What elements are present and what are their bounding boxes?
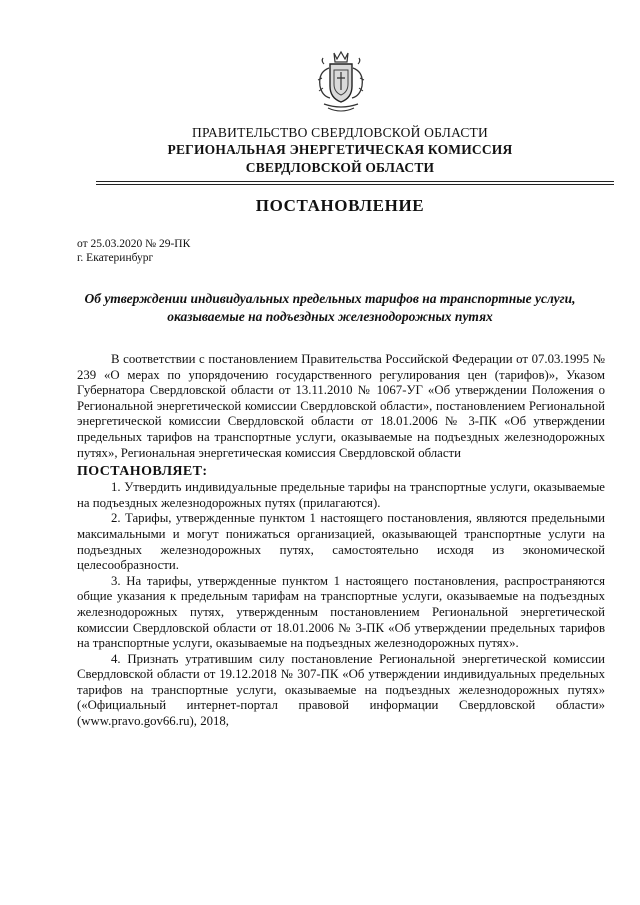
decree-heading: ПОСТАНОВЛЯЕТ: (77, 464, 208, 480)
coat-of-arms-icon (312, 50, 370, 116)
document-subject: Об утверждении индивидуальных предельных тарифов на транспортные услуги, оказываемые на подъездных железнодорожных путях (84, 291, 576, 324)
header-divider-top (96, 181, 614, 182)
preamble-paragraph: В соответствии с постановлением Правительства Российской Федерации от 07.03.1995 № 239 «О мерах по упорядочению государственного регулирования цен (тарифов)», Указом Губернатора Свердловской области от 13.11.2010 № 1067-УГ «Об утверждении Положения о Региональной энергетической комиссии Свердловской области», постановлением Региональной энергетической комиссии Свердловской области от 18.01.2006 № 3-ПК «Об утверждении предельных тарифов на транспортные услуги, оказываемые на подъездных железнодорожных путях», Региональная энергетическая комиссия Свердловской области (77, 352, 605, 460)
item-3-paragraph: 3. На тарифы, утвержденные пунктом 1 настоящего постановления, распространяются общие указания к предельным тарифам на транспортные услуги, оказываемые на подъездных железнодорожных путях, утвержденным постановлением Региональной энергетической комиссии Свердловской области от 18.01.2006 № 3-ПК «Об утверждении предельных тарифов на транспортные услуги, оказываемые на подъездных железнодорожных путях». (77, 573, 605, 651)
header-divider-bottom (96, 184, 614, 185)
document-type-title: ПОСТАНОВЛЕНИЕ (255, 196, 425, 215)
item-4-paragraph: 4. Признать утратившим силу постановление Региональной энергетической комиссии Свердловской области от 19.12.2018 № 307-ПК «Об утверждении индивидуальных предельных тарифов на транспортные услуги, оказываемые на подъездных железнодорожных путях» («Официальный интернет-портал правовой информации Свердловской области» (www.pravo.gov66.ru), 2018, (77, 651, 605, 729)
document-body (77, 352, 605, 730)
document-city: г. Екатеринбург (77, 252, 154, 264)
org-name-line-3: СВЕРДЛОВСКОЙ ОБЛАСТИ (245, 160, 435, 175)
org-name-line-1: ПРАВИТЕЛЬСТВО СВЕРДЛОВСКОЙ ОБЛАСТИ (192, 125, 488, 140)
org-name-line-2: РЕГИОНАЛЬНАЯ ЭНЕРГЕТИЧЕСКАЯ КОМИССИЯ (167, 142, 513, 157)
document-date-number: от 25.03.2020 № 29-ПК (77, 238, 191, 250)
item-2-paragraph: 2. Тарифы, утвержденные пунктом 1 настоящего постановления, являются предельными максимальными и могут понижаться организацией, оказывающей транспортные услуги на подъездных железнодорожных путях, самостоятельно исходя из экономической целесообразности. (77, 511, 605, 573)
item-1-paragraph: 1. Утвердить индивидуальные предельные тарифы на транспортные услуги, оказываемые на подъездных железнодорожных путях (прилагаются). (77, 480, 605, 510)
